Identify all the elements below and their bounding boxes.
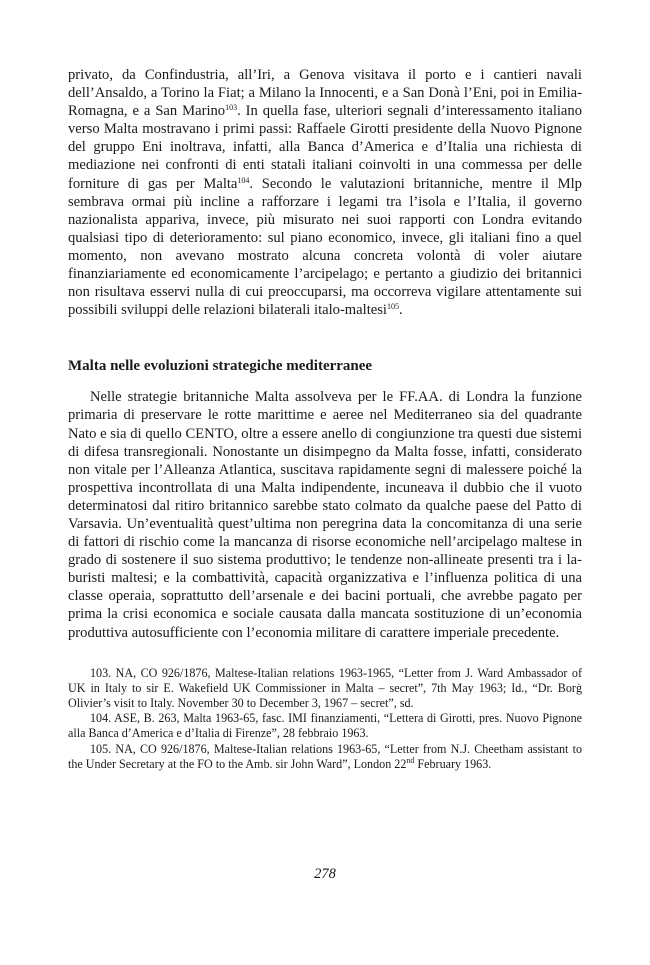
page-number: 278	[314, 866, 336, 882]
body-paragraph-1	[68, 66, 582, 319]
paragraph-1-text-d: .	[398, 302, 403, 319]
footnote-105-text-b: February 1963.	[414, 756, 492, 771]
body-paragraph-2: Nelle strategie britanniche Malta assolveva per le FF.AA. di Londra la funzione primaria di preservare le rotte marittime e aeree nel Mediterraneo sia del quadrante Nato e sia di quello CENTO, oltre a essere anello di congiunzione tra questi due sistemi di difesa transregionali. Nonostante un disimpegno da Malta fosse, infatti, considerato non vitale per l’Alleanza Atlantica, suscitava rapidamente segni di malessere poiché la prospettiva incontrollata di una Malta indipendente, incuneava il dubbio che il vuoto determinatosi dal ritiro britannico sarebbe stato colmato da qualche paese del Patto di Varsavia. Un’eventualità quest’ultima non peregrina data la concomitanza di una serie di fattori di rischio come la mancanza di risorse economiche nell’arcipelago maltese in grado di sostenere il suo sistema produttivo; le tendenze non-allineate presenti tra i laburisti maltesi; e la combattività, capacità organizzativa e l’influenza politica di una classe operaia, soprattutto dell’arsenale e dei bacini portuali, che avrebbe pagato per prima la crisi economica e sociale causata dalla mancata sostituzione di un’economia produttiva autosufficiente con l’economia militare di carattere imperiale precedente.	[68, 389, 582, 641]
footnote-ref-105[interactable]: 105	[386, 302, 399, 312]
footnote-104: 104. ASE, B. 263, Malta 1963-65, fasc. IMI finanziamenti, “Lettera di Girotti, pres. Nuovo Pignone alla Banca d’America e d’Italia di Firenze”, 28 febbraio 1963.	[68, 711, 582, 741]
footnote-ref-104[interactable]: 104	[237, 175, 250, 185]
footnote-ref-103[interactable]: 103	[225, 103, 238, 113]
paragraph-1-text-b: . In quella fase, ulteriori segnali d’interessamento italiano verso Malta mostravano i primi passi: Raffaele Girotti presidente della Nuovo Pignone del gruppo Eni inoltrava, infatti, alla Banca d’America e d’Italia una richiesta di mediazione nei confronti di enti statali italiani coinvolti in una commessa per delle forniture di gas per Malta	[68, 103, 583, 192]
footnote-103: 103. NA, CO 926/1876, Maltese-Italian relations 1963-1965, “Letter from J. Ward Ambassador of UK in Italy to sir E. Wakefield UK Commissioner in Malta – secret”, 7th May 1963; Id., “Dr. Borġ Olivier’s visit to Italy. November 30 to December 3, 1967 – secret”, sd.	[68, 665, 582, 711]
footnote-105-text-a: 105. NA, CO 926/1876, Maltese-Italian relations 1963-65, “Letter from N.J. Cheetham assistant to the Under Secretary at the FO to the Amb. sir John Ward”, London 22	[68, 741, 582, 771]
paragraph-1-text-c: . Secondo le valutazioni britanniche, mentre il Mlp sembrava ormai più incline a rafforzare i legami tra l’isola e l’Italia, il governo nazionalista appariva, invece, più misurato nei suoi rapporti con Londra evitando qualsiasi tipo di deterioramento: sul piano economico, invece, gli italiani fino a quel momento, non avevano mostrato alcuna concreta volontà di voler aiutare finanziariamente ed economicamente l’arcipelago; e pertanto a giudizio dei britannici non risultava esservi nulla di cui preoccuparsi, ma occorreva vigilare attentamente sui possibili sviluppi delle relazioni bilaterali italo-maltesi	[68, 175, 582, 319]
footnote-105	[68, 742, 582, 772]
section-heading: Malta nelle evoluzioni strategiche mediterranee	[68, 358, 373, 375]
footnote-105-ordinal: nd	[406, 755, 415, 765]
footnotes	[68, 666, 582, 772]
paragraph-1-text-a: privato, da Confindustria, all’Iri, a Genova visitava il porto e i cantieri navali dell’Ansaldo, a Torino la Fiat; a Milano la Innocenti, e a San Donà l’Eni, poi in Emilia-Romagna, e a San Marino	[68, 67, 582, 120]
page-content	[68, 66, 582, 772]
